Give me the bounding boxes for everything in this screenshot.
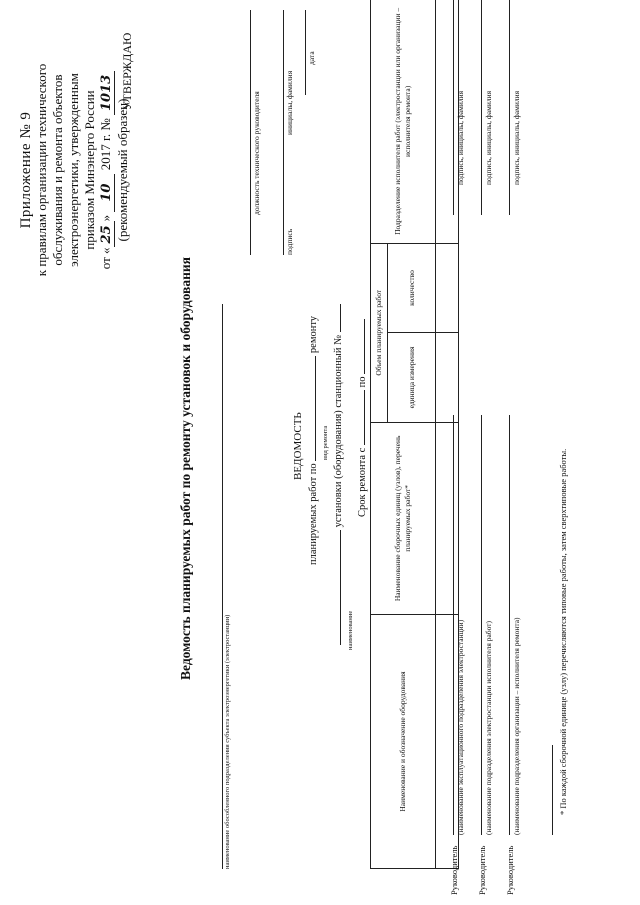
approve-position-line [250, 10, 251, 255]
appendix-line-1: к правилам организации технического [34, 63, 49, 277]
approve-signature-line [283, 10, 284, 255]
installation-line: установки (оборудования) станционный № [333, 304, 344, 645]
col-volume-header: Объем планируемых работ [371, 243, 388, 422]
approve-position-caption: должность технического руководителя [252, 91, 261, 215]
approve-date-caption: дата [307, 51, 316, 65]
subject-caption: наименование обособленного подразделения субъекта электроэнергетики (электростанции) [224, 614, 231, 869]
col-units-header: Наименование сборочных единиц (узлов), перечень планируемых работ* [371, 422, 436, 614]
footnote: * По каждой сборочной единице (узлу) перечисляются типовые работы, затем сверхтиповые работы. [558, 448, 568, 815]
approve-date-line [305, 10, 306, 95]
appendix-order-number: 1013 [99, 71, 115, 115]
approve-label: УТВЕРЖДАЮ [120, 32, 134, 110]
col-unit-measure-header: единица измерения [388, 333, 436, 422]
works-table [370, 0, 459, 869]
document-heading: Ведомость планируемых работ по ремонту установок и оборудования [178, 257, 193, 680]
repair-term-line: Срок ремонта с по [357, 319, 368, 517]
appendix-date-day: 25 [99, 221, 115, 247]
appendix-line-4: приказом Минэнерго России [82, 90, 97, 250]
approve-signature-caption: подпись [285, 228, 294, 255]
appendix-title: Приложение № 9 [18, 111, 34, 229]
col-executor-header: Подразделение исполнителя работ (электростанции или организации – исполнителя ремонта) [371, 0, 436, 243]
vedomost-title: ВЕДОМОСТЬ [292, 412, 304, 480]
vedomost-planned-line: планируемых работ по ремонту [308, 315, 319, 565]
col-quantity-header: количество [388, 243, 436, 332]
appendix-date-line: от «25» 10 2017 г. № 1013 [98, 20, 115, 320]
appendix-date-month: 10 [99, 174, 115, 212]
installation-name-caption: наименование [347, 610, 354, 650]
document-page: Приложение № 9 к правилам организации технического обслуживания и ремонта объектов электроэнергетики, утвержденным приказом Минэнерго России от «25» 10 2017 г. № 1013 (рекомендуемый образец) УТВЕРЖДАЮ должность технического руководителя подпись инициалы, фамилия дата Ведомость планируемых работ по ремонту установок и оборудования наименование обособленного подразделения субъекта электроэнергетики (электростанции) ВЕДОМОСТЬ планируемых работ по ремонту вид ремонта установки (оборудования) станционный № наименование Срок ремонта с по Наименование и обозначение оборудования Наименование сборочных единиц (узлов), перечень планируемых работ* Объем планируемых работ Подразделение исполнителя работ (электростанции или организации – исполнителя ремонта) единица измерения количество Руководитель (наименование эксплуатационного подразделения электростанции) подпись, инициалы, фамилия Руководитель (наименование подразделения электростанции исполнителя работ) подпись, инициалы, фамилия Руководитель (наименование подразделения организации – исполнителя ремонта) подпись, инициалы, фамилия * По каждой сборочной единице (узлу) перечисляются типовые работы, затем сверхтиповые работы. [0, 0, 640, 905]
repair-type-caption: вид ремонта [322, 425, 329, 460]
appendix-line-3: электроэнергетики, утвержденным [66, 73, 81, 267]
footnote-divider [552, 745, 553, 835]
approve-name-caption: инициалы, фамилия [285, 70, 294, 135]
appendix-line-2: обслуживания и ремонта объектов [50, 74, 65, 266]
col-equipment-header: Наименование и обозначение оборудования [371, 615, 436, 869]
subject-line [222, 304, 223, 869]
appendix-block [18, 20, 131, 320]
appendix-note: (рекомендуемый образец) [115, 98, 130, 242]
table-header-row [371, 0, 388, 869]
